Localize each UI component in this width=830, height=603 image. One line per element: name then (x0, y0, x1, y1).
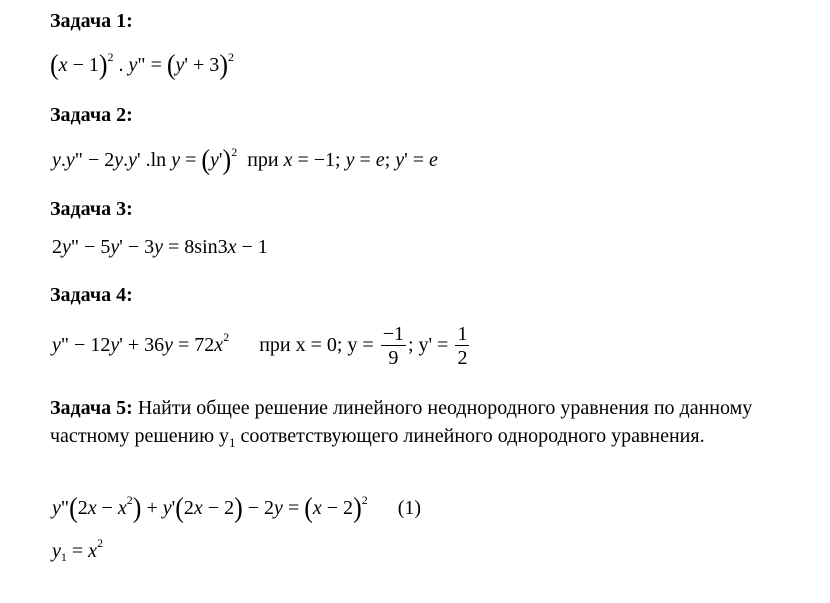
task-1-equation: $(x - 1)^2$ . y" = $(y' + 3)^2$ (50, 48, 234, 81)
task-5-title: Задача 5: (50, 397, 133, 419)
task-2-equation: y.y" − 2y.y' .ln $y = (y')^2$ при x = −1; y = e; y' = e (52, 143, 438, 176)
task-1-title: Задача 1: (50, 10, 133, 32)
fraction-minus-one-ninth: $\frac{-1}{9}$ (382, 322, 404, 369)
fraction-one-half: $\frac{1}{2}$ (457, 322, 468, 369)
task-3-equation: 2y" − 5y' − 3y = 8sin3x − 1 (52, 236, 268, 258)
task-5-equation: y"(2x − $x^2) + y'(2x - 2) - 2y = (x - 2)^2$ (1) (52, 491, 422, 524)
task-4-equation: y" − $12y' + 36y = 72x^2$ при x = 0; y = $\frac{-1}{9}$ ; y' = $\frac{1}{2}$ (52, 322, 468, 369)
task-5-particular-solution: $y_1 = x^2$ (52, 536, 104, 564)
task-2-title: Задача 2: (50, 104, 133, 126)
task-3-title: Задача 3: (50, 198, 133, 220)
task-5-paragraph: Задача 5: Найти общее решение линейного неоднородного уравнения по данному частному решению $y_1$ соответствующего линейного однородного уравнения. (50, 397, 753, 450)
task-4-title: Задача 4: (50, 284, 133, 306)
equation-number: (1) (397, 497, 422, 519)
